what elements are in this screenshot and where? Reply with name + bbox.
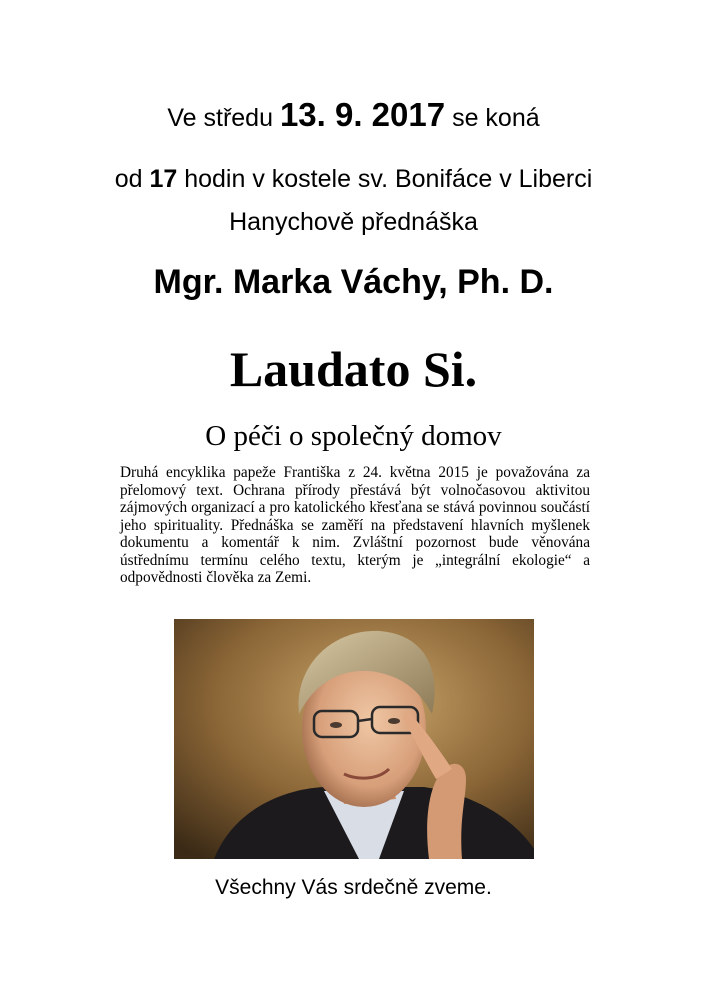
time-suffix: hodin v kostele sv. Bonifáce v Liberci [184,165,593,193]
speaker-photo [174,619,534,859]
intro-line [0,96,707,134]
place-line: Hanychově přednáška [229,208,478,236]
time-line [0,165,707,194]
lecture-subtitle: O péči o společný domov [205,420,502,452]
event-date: 13. 9. 2017 [279,96,446,133]
event-hour: 17 [149,165,178,193]
time-prefix: od [114,165,143,193]
lecture-title: Laudato Si. [229,341,478,397]
closing-invitation: Všechny Vás srdečně zveme. [215,876,492,899]
intro-suffix: se koná [452,104,540,132]
intro-prefix: Ve středu [167,104,273,132]
speaker-name: Mgr. Marka Váchy, Ph. D. [153,263,554,301]
description-paragraph: Druhá encyklika papeže Františka z 24. května 2015 je považována za přelomový text. Ochrana přírody přestává být volnočasovou aktivitou zájmových organizací a pro katolického křesťana se stává povinnou součástí jeho spirituality. Přednáška se zaměří na představení hlavních myšlenek dokumentu a komentář k nim. Zvláštní pozornost bude věnována ústřednímu termínu celého textu, kterým je „integrální ekologie“ a odpovědnosti člověka za Zemi. [120,464,590,586]
